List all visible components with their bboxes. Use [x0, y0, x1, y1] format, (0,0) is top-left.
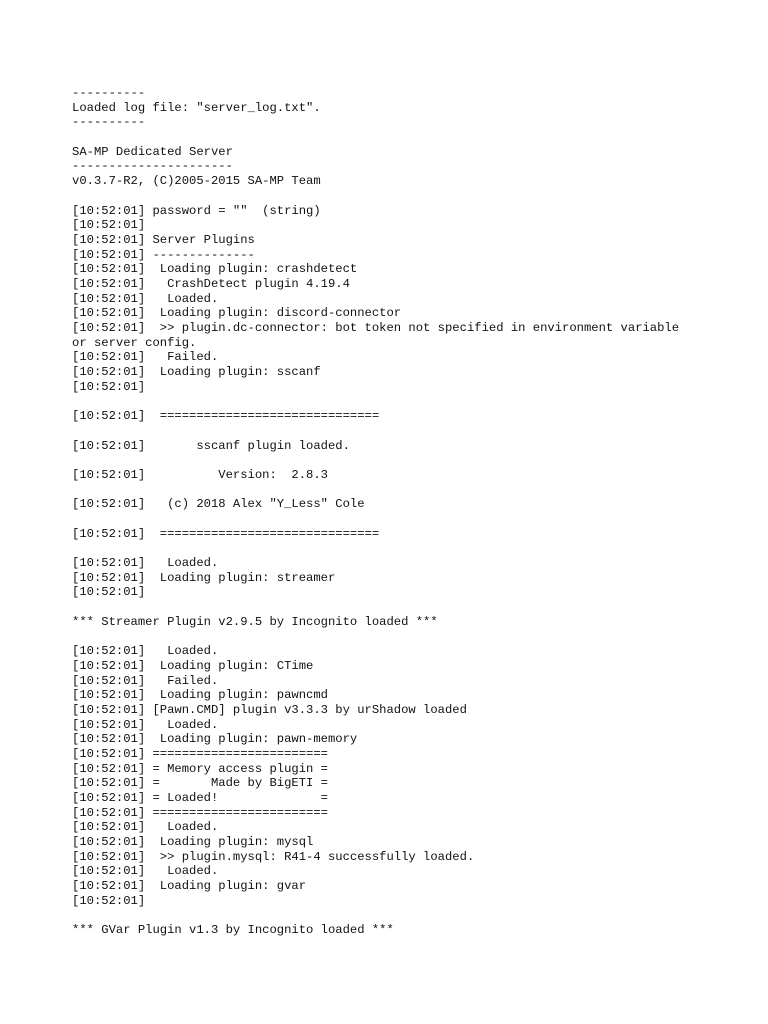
- log-line: [10:52:01] Loading plugin: gvar: [72, 879, 307, 894]
- log-line: [10:52:01] Loaded.: [72, 820, 219, 835]
- log-line: [10:52:01] = Loaded! =: [72, 791, 328, 805]
- log-line: [10:52:01] Loaded.: [72, 644, 219, 659]
- log-line: [10:52:01] [Pawn.CMD] plugin v3.3.3 by urShadow loaded: [72, 702, 467, 717]
- log-line: [10:52:01] ==============================: [72, 409, 380, 424]
- log-line: [10:52:01]: [72, 379, 146, 394]
- log-document: [72, 86, 752, 938]
- log-line: [10:52:01] Loading plugin: mysql: [72, 835, 314, 850]
- log-line: [10:52:01] Loading plugin: discord-connector: [72, 306, 402, 321]
- log-line: *** GVar Plugin v1.3 by Incognito loaded ***: [72, 923, 394, 938]
- log-line: [10:52:01] Loaded.: [72, 556, 219, 570]
- log-line: [10:52:01] Loading plugin: pawn-memory: [72, 732, 358, 747]
- blank-line: [72, 394, 752, 409]
- log-line: [10:52:01]: [72, 218, 146, 233]
- log-line: [10:52:01] Server Plugins: [72, 232, 255, 247]
- blank-line: [72, 629, 752, 644]
- log-line: [10:52:01] = Memory access plugin =: [72, 761, 328, 776]
- log-line: [10:52:01] >> plugin.mysql: R41-4 successfully loaded.: [72, 849, 475, 864]
- log-line: [10:52:01] ========================: [72, 805, 328, 820]
- log-line: [10:52:01] (c) 2018 Alex "Y_Less" Cole: [72, 497, 365, 512]
- log-line: [10:52:01] Loading plugin: pawncmd: [72, 688, 328, 703]
- log-line: [10:52:01] Failed.: [72, 350, 219, 365]
- log-line: [10:52:01] Loading plugin: streamer: [72, 570, 336, 585]
- blank-line: [72, 600, 752, 615]
- log-line: ----------: [72, 115, 146, 130]
- log-line: [10:52:01] = Made by BigETI =: [72, 776, 328, 791]
- log-line: or server config.: [72, 335, 197, 350]
- log-line: [10:52:01] Loading plugin: crashdetect: [72, 262, 358, 277]
- log-line: [10:52:01] Loaded.: [72, 291, 219, 306]
- log-line: [10:52:01] Loaded.: [72, 864, 219, 879]
- log-line: [10:52:01] password = "" (string): [72, 203, 321, 218]
- log-line: [10:52:01]: [72, 585, 146, 600]
- log-line: [10:52:01] Failed.: [72, 673, 219, 688]
- log-line: v0.3.7-R2, (C)2005-2015 SA-MP Team: [72, 174, 321, 189]
- log-line: [10:52:01] Version: 2.8.3: [72, 467, 328, 482]
- log-line: [10:52:01] Loading plugin: sscanf: [72, 365, 321, 380]
- log-line: [10:52:01] CrashDetect plugin 4.19.4: [72, 276, 350, 291]
- blank-line: [72, 130, 752, 145]
- log-line: [10:52:01] Loaded.: [72, 717, 219, 732]
- log-line: [10:52:01] --------------: [72, 247, 255, 262]
- blank-line: [72, 541, 752, 556]
- blank-line: [72, 453, 752, 468]
- log-line: [10:52:01] ==============================: [72, 526, 380, 541]
- blank-line: [72, 189, 752, 204]
- blank-line: [72, 424, 752, 439]
- blank-line: [72, 512, 752, 527]
- log-line: [10:52:01] Loading plugin: CTime: [72, 658, 314, 673]
- log-line: ----------------------: [72, 159, 233, 174]
- log-line: [10:52:01]: [72, 893, 146, 908]
- log-line: [10:52:01] ========================: [72, 746, 328, 761]
- log-line: [10:52:01] sscanf plugin loaded.: [72, 438, 350, 453]
- log-line: ----------: [72, 86, 146, 100]
- log-line: Loaded log file: "server_log.txt".: [72, 100, 321, 115]
- log-line: *** Streamer Plugin v2.9.5 by Incognito loaded ***: [72, 614, 438, 629]
- blank-line: [72, 909, 752, 924]
- log-line: [10:52:01] >> plugin.dc-connector: bot token not specified in environment variable: [72, 321, 680, 335]
- log-line: SA-MP Dedicated Server: [72, 144, 233, 159]
- blank-line: [72, 483, 752, 498]
